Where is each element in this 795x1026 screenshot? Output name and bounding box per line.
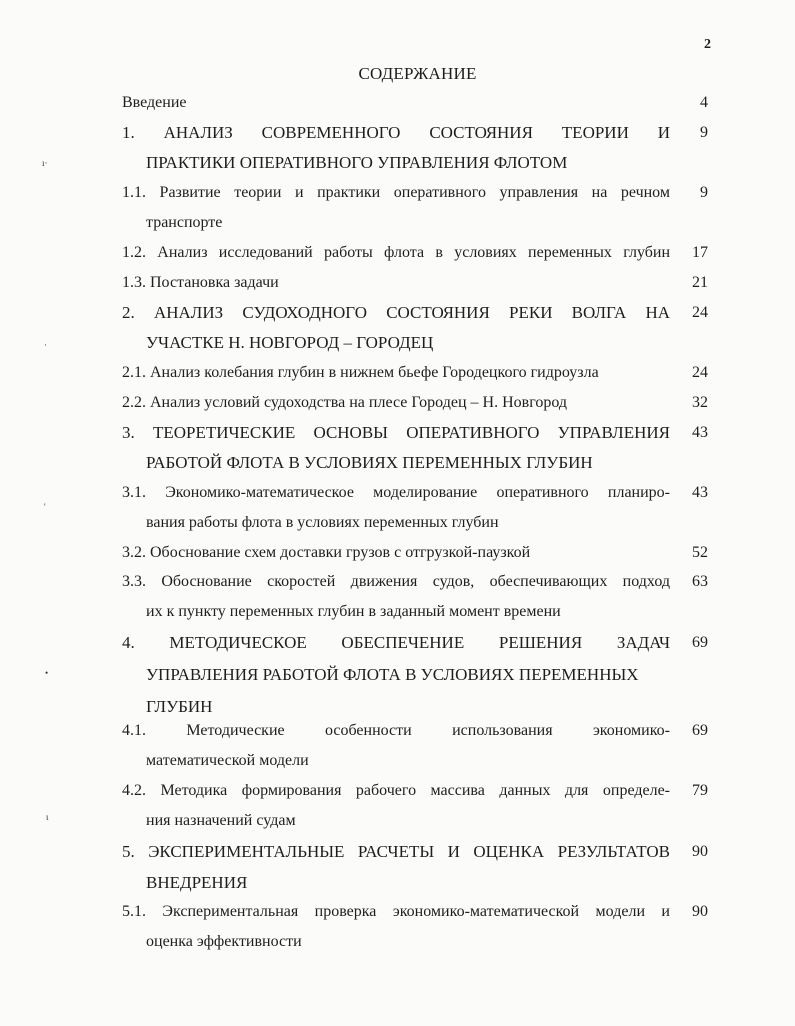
toc-entry-page: 69 [692, 722, 708, 739]
toc-entry-text: 3.2. Обоснование схем доставки грузов с отгрузкой-паузкой [122, 544, 531, 561]
toc-entry-page: 4 [700, 94, 708, 111]
toc-entry-text: 4. МЕТОДИЧЕСКОЕ ОБЕСПЕЧЕНИЕ РЕШЕНИЯ ЗАДАЧ [122, 633, 670, 652]
scan-speck: ' [44, 502, 46, 512]
toc-entry-text-cont: ния назначений судам [146, 812, 296, 829]
toc-entry-text-cont: оценка эффективности [146, 933, 302, 950]
toc-entry-page: 21 [692, 274, 708, 291]
toc-entry-text: 5.1. Экспериментальная проверка экономико-математической модели и [122, 903, 670, 920]
toc-entry-page: 52 [692, 544, 708, 561]
page-number: 2 [704, 37, 711, 52]
toc-entry-page: 9 [700, 124, 708, 141]
toc-entry-text-cont: вания работы флота в условиях переменных глубин [146, 514, 499, 531]
toc-entry-1-1 [122, 178, 708, 238]
toc-entry-text: 5. ЭКСПЕРИМЕНТАЛЬНЫЕ РАСЧЕТЫ И ОЦЕНКА РЕЗУЛЬТАТОВ [122, 842, 670, 861]
scan-speck: · [44, 340, 47, 350]
toc-entry-page: 43 [692, 424, 708, 441]
toc-entry-text-cont: транспорте [146, 214, 223, 231]
toc-entry-3-2 [122, 538, 708, 568]
toc-entry-1-2 [122, 238, 708, 268]
toc-entry-2-1 [122, 358, 708, 388]
toc-entry-text: 4.1. Методические особенности использования экономико- [122, 722, 670, 739]
scan-speck: ι [46, 812, 49, 822]
toc-entry-text: 3. ТЕОРЕТИЧЕСКИЕ ОСНОВЫ ОПЕРАТИВНОГО УПРАВЛЕНИЯ [122, 423, 670, 442]
toc-entry-text: 2.2. Анализ условий судоходства на плесе Городец – Н. Новгород [122, 394, 568, 411]
toc-entry-page: 69 [692, 634, 708, 651]
toc-entry-4-2 [122, 776, 708, 836]
scan-speck: ı· [42, 158, 48, 168]
toc-entry-text-cont: ПРАКТИКИ ОПЕРАТИВНОГО УПРАВЛЕНИЯ ФЛОТОМ [146, 153, 568, 172]
toc-entry-page: 17 [692, 244, 708, 261]
toc-entry-text: 1. АНАЛИЗ СОВРЕМЕННОГО СОСТОЯНИЯ ТЕОРИИ И [122, 123, 670, 142]
toc-entry-text: 3.1. Экономико-математическое моделирование оперативного планиро- [122, 484, 670, 501]
toc-entry-chapter-3 [122, 418, 708, 478]
page-title: СОДЕРЖАНИЕ [358, 64, 477, 83]
toc-entry-text: 1.2. Анализ исследований работы флота в условиях переменных глубин [122, 244, 670, 261]
toc-entry-3-1 [122, 478, 708, 538]
toc-entry-text: Введение [122, 94, 187, 111]
toc-entry-text-cont: их к пункту переменных глубин в заданный момент времени [146, 603, 561, 620]
toc-entry-1-3 [122, 268, 708, 298]
toc-entry-text: 2.1. Анализ колебания глубин в нижнем бьефе Городецкого гидроузла [122, 364, 599, 381]
toc-entry-text: 4.2. Методика формирования рабочего массива данных для определе- [122, 782, 670, 799]
toc-entry-page: 43 [692, 484, 708, 501]
toc-entry-text: 2. АНАЛИЗ СУДОХОДНОГО СОСТОЯНИЯ РЕКИ ВОЛГА НА [122, 303, 670, 322]
toc-entry-page: 63 [692, 573, 708, 590]
toc-entry-4-1 [122, 716, 708, 776]
toc-entry-chapter-1 [122, 118, 708, 178]
toc-entry-text-cont: УЧАСТКЕ Н. НОВГОРОД – ГОРОДЕЦ [146, 333, 434, 352]
toc-entry-text-cont: РАБОТОЙ ФЛОТА В УСЛОВИЯХ ПЕРЕМЕННЫХ ГЛУБИН [146, 453, 593, 472]
toc-entry-page: 24 [692, 364, 708, 381]
toc-entry-text: 1.1. Развитие теории и практики оперативного управления на речном [122, 184, 670, 201]
toc-entry-5-1 [122, 897, 708, 957]
toc-entry-2-2 [122, 388, 708, 418]
toc-entry-3-3 [122, 567, 708, 627]
toc-entry-chapter-4 [122, 627, 708, 723]
toc-entry-text-cont: УПРАВЛЕНИЯ РАБОТОЙ ФЛОТА В УСЛОВИЯХ ПЕРЕМЕННЫХ [146, 665, 639, 684]
toc-entry-text: 1.3. Постановка задачи [122, 274, 279, 291]
toc-entry-text-cont: ВНЕДРЕНИЯ [146, 873, 248, 892]
scan-speck: • [45, 668, 49, 678]
toc-entry-text: 3.3. Обоснование скоростей движения судов, обеспечивающих подход [122, 573, 670, 590]
toc-entry-page: 24 [692, 304, 708, 321]
toc-entry-page: 32 [692, 394, 708, 411]
toc-entry-intro [122, 88, 708, 118]
toc-entry-page: 90 [692, 903, 708, 920]
toc-entry-text-cont: математической модели [146, 752, 309, 769]
toc-entry-page: 90 [692, 843, 708, 860]
toc-entry-chapter-5 [122, 836, 708, 898]
toc-entry-page: 79 [692, 782, 708, 799]
toc-entry-text-cont: ГЛУБИН [146, 697, 213, 716]
toc-entry-page: 9 [700, 184, 708, 201]
toc-entry-chapter-2 [122, 298, 708, 358]
